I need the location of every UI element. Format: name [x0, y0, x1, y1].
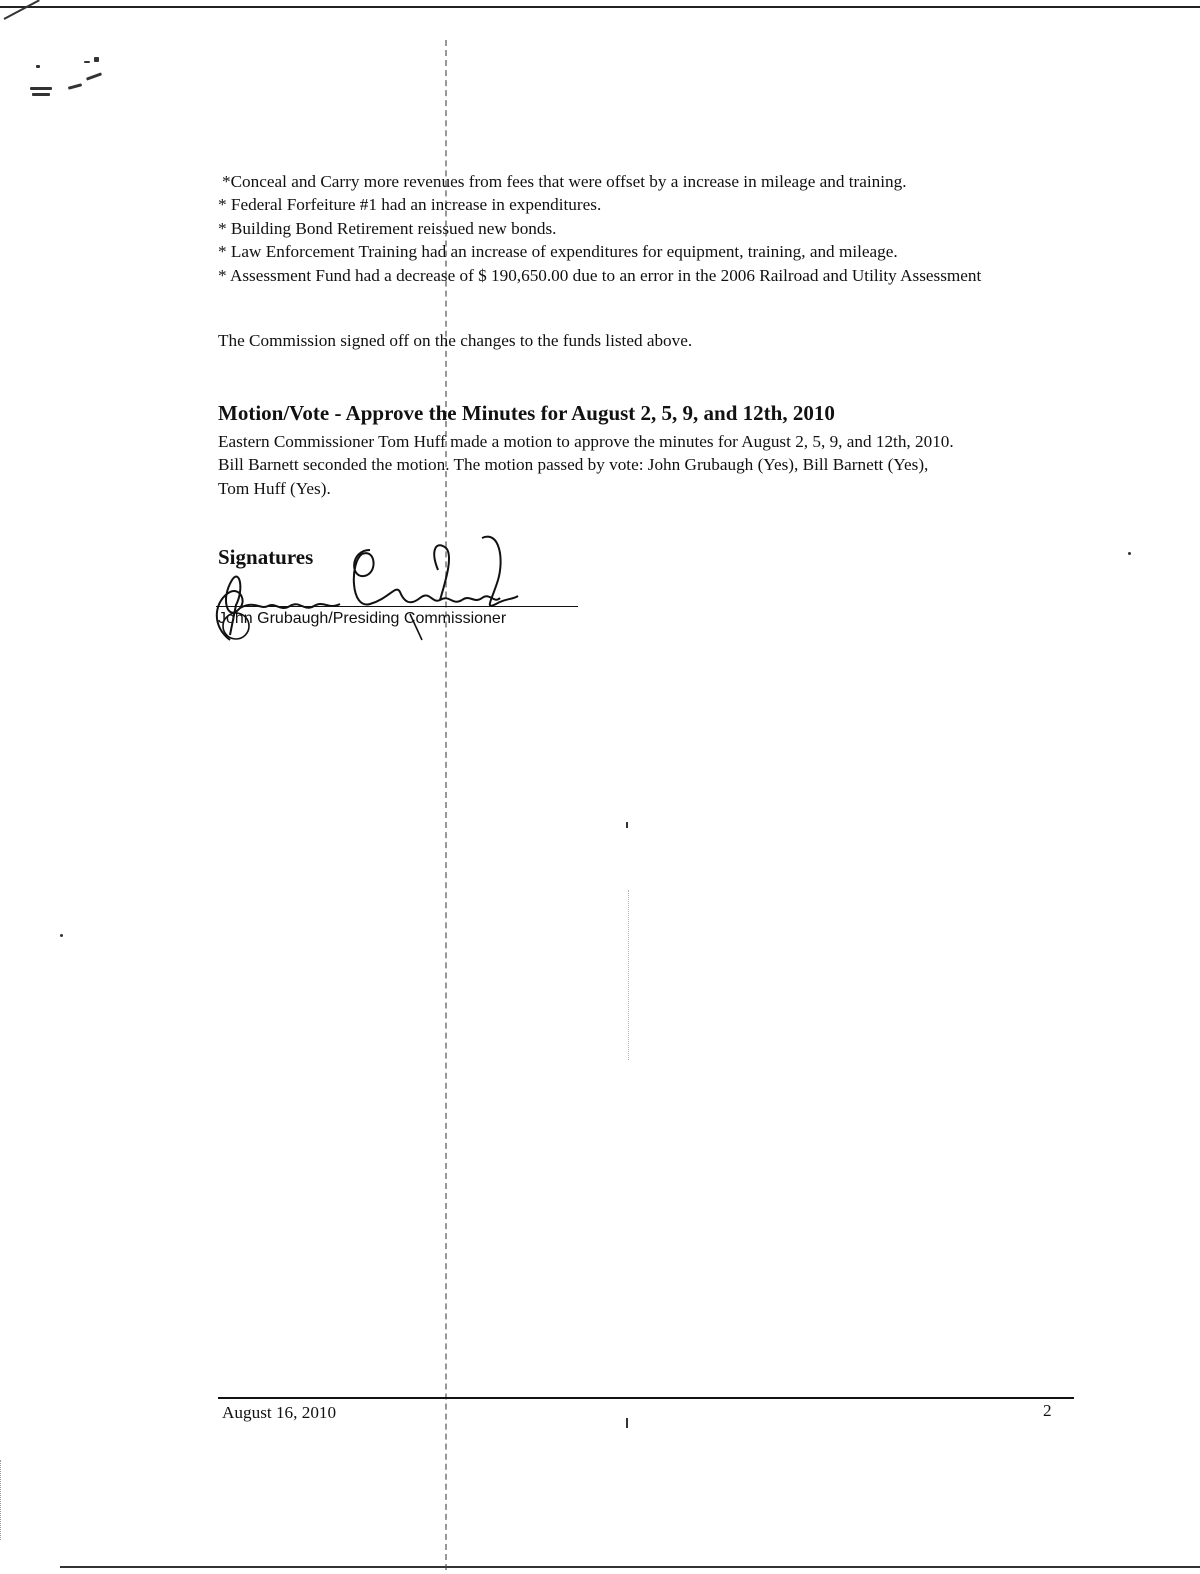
page-number: 2: [1043, 1401, 1052, 1420]
list-item: * Law Enforcement Training had an increase of expenditures for equipment, training, and mileage.: [218, 242, 898, 262]
section-heading-motion: Motion/Vote - Approve the Minutes for August 2, 5, 9, and 12th, 2010: [218, 401, 835, 425]
list-item: * Federal Forfeiture #1 had an increase in expenditures.: [218, 195, 602, 215]
motion-line: Bill Barnett seconded the motion. The motion passed by vote: John Grubaugh (Yes), Bill Barnett (Yes),: [218, 455, 929, 475]
signature-line: [216, 606, 578, 607]
scan-speck: [626, 1418, 628, 1428]
scan-speck: [60, 934, 63, 937]
scan-speck: [1128, 552, 1131, 555]
page-top-edge: [0, 6, 1200, 8]
scan-corner-mark: [4, 0, 40, 20]
fund-changes-list: [218, 170, 1068, 287]
commission-signoff-text: The Commission signed off on the changes to the funds listed above.: [218, 331, 693, 350]
list-item: * Assessment Fund had a decrease of $ 190,650.00 due to an error in the 2006 Railroad and Utility Assessment: [218, 265, 982, 285]
signer-caption: John Grubaugh/Presiding Commissioner: [218, 610, 507, 627]
footer-date: August 16, 2010: [222, 1403, 337, 1422]
scan-edge-artifact: [0, 1460, 2, 1540]
list-item: * Building Bond Retirement reissued new bonds.: [218, 218, 557, 238]
motion-line: Tom Huff (Yes).: [218, 478, 331, 498]
scan-fold-line-secondary: [628, 890, 630, 1060]
section-heading-signatures: Signatures: [218, 545, 314, 569]
page-bottom-edge: [60, 1566, 1200, 1568]
scan-speck: [626, 822, 628, 828]
footer-rule: [218, 1397, 1074, 1399]
list-item: *Conceal and Carry more revenues from fees that were offset by a increase in mileage and training.: [222, 172, 907, 191]
motion-line: Eastern Commissioner Tom Huff made a motion to approve the minutes for August 2, 5, 9, and 12th, 2010.: [218, 432, 954, 451]
motion-paragraph: [218, 430, 1078, 500]
scan-speckles: [28, 55, 128, 115]
